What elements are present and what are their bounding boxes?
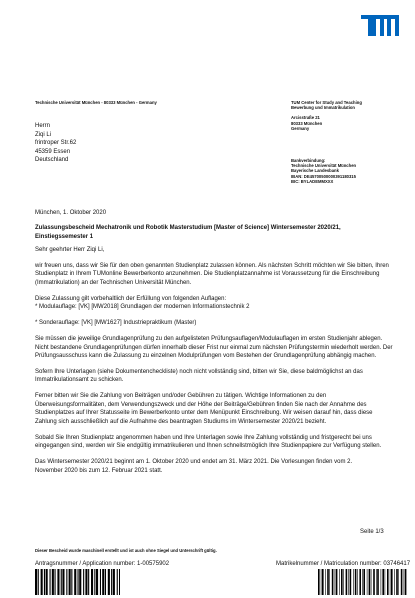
- application-barcode: [35, 569, 120, 595]
- letter-subject: Zulassungsbescheid Mechatronik und Robotik Masterstudium [Master of Science] Wintersemester 2020/21, Einstiegssemester 1: [35, 225, 341, 240]
- office-department: Bewerbung und Immatrikulation: [291, 105, 355, 111]
- matriculation-number: Matrikelnummer / Matriculation number: 03746417: [276, 561, 411, 567]
- office-name: TUM Center for Study and Teaching: [291, 100, 362, 105]
- office-city: 80333 München: [291, 120, 323, 126]
- office-country: Germany: [291, 125, 310, 131]
- matriculation-barcode: [318, 569, 408, 595]
- office-address: [291, 100, 406, 131]
- letter-body: [35, 246, 395, 483]
- footer-note: Dieser Bescheid wurde maschinell erstellt und ist auch ohne Siegel und Unterschrift gültig.: [35, 548, 217, 553]
- recipient-city: 45359 Essen: [35, 148, 71, 155]
- bank-iban: IBAN: DE45700500000391180315: [291, 173, 356, 179]
- bank-details: [291, 158, 406, 184]
- salutation: Sehr geehrter Herr Ziqi Li,: [35, 247, 105, 253]
- tum-logo: [361, 15, 399, 36]
- office-street: Arcisstraße 21: [291, 115, 320, 121]
- paragraph-admission: wir freuen uns, dass wir Sie für den oben genannten Studienplatz zulassen können. Als nächsten Schritt möchten wir Sie bitten, Ihren Studienplatz in Ihrem TUMonline Bewerberkonto anzunehmen. Die Studienplatzannahme ist Voraussetzung für die Einschreibung (Immatrikulation) an der Technischen Universität München.: [35, 262, 389, 286]
- recipient-country: Deutschland: [35, 157, 69, 164]
- paragraph-semester-dates: Das Wintersemester 2020/21 beginnt am 1. Oktober 2020 und endet am 31. März 2021. Die Vorlesungen finden vom 2. November 2020 bis zum 12. Februar 2021 statt.: [35, 459, 353, 474]
- paragraph-documents: Sofern Ihre Unterlagen (siehe Dokumentencheckliste) noch nicht vollständig sind, bitten wir Sie, diese baldmöglichst an das Immatrikulationsamt zu schicken.: [35, 368, 363, 384]
- paragraph-enrollment: Sobald Sie Ihren Studienplatz angenommen haben und Ihre Unterlagen sowie Ihre Zahlung vollständig und fristgerecht bei uns eingegangen sind, werden wir Sie endgültig immatrikulieren und Ihnen schnellstmöglich Ihre Studienpapiere zur Verfügung stellen.: [35, 434, 382, 450]
- bank-name: Bayerische Landesbank: [291, 168, 339, 174]
- letter-date: München, 1. Oktober 2020: [35, 210, 107, 216]
- paragraph-conditions: Diese Zulassung gilt vorbehaltlich der Erfüllung von folgenden Auflagen: * Modulauflage: [VK] [MW2018] Grundlagen der modernen Informationstechnik 2: [35, 295, 250, 311]
- bank-bic: BIC: BYLADEMMXXX: [291, 178, 334, 184]
- application-number: Antragsnummer / Application number: 1-00575902: [35, 561, 170, 567]
- paragraph-special-condition: * Sonderauflage: [VK] [MW1627] Industriepraktikum (Master): [35, 320, 197, 327]
- bank-account-holder: Technische Universität München: [291, 163, 357, 169]
- recipient-salutation: Herrn: [35, 123, 51, 129]
- recipient-street: frintroper Str.62: [35, 140, 77, 147]
- page-number: Seite 1/3: [360, 529, 384, 535]
- paragraph-fees: Ferner bitten wir Sie die Zahlung von Beiträgen und/oder Gebühren zu tätigen. Wichtige Informationen zu den Überweisungsformalitäten, dem Verwendungszweck und der Höhe der Beiträge/Gebühren finden Sie nach der Annahme des Studienplatzes auf Ihrer Statusseite im Bewerberkonto unter dem Menüpunkt Einschreibung. Wir weisen darauf hin, dass diese Zahlung sich ausschließlich auf die Aufnahme des beantragten Studiums im Wintersemester 2020/21 bezieht.: [35, 393, 373, 426]
- sender-line: Technische Universität München - 80333 München - Germany: [35, 100, 157, 105]
- recipient-name: Ziqi Li: [35, 131, 52, 138]
- bank-heading: Bankverbindung:: [291, 158, 326, 163]
- recipient-address: [35, 122, 175, 165]
- paragraph-exams: Sie müssen die jeweilige Grundlagenprüfung zu den aufgelisteten Prüfungsauflagen/Modulauflagen im ersten Studienjahr ablegen. Nicht bestandene Grundlagenprüfungen dürfen innerhalb dieser Frist nur einmal zum nächsten Prüfungstermin wiederholt werden. Der Prüfungsausschuss kann die Zulassung zu einzelnen Modulprüfungen vom Bestehen der Grundlagenprüfung abhängig machen.: [35, 335, 393, 360]
